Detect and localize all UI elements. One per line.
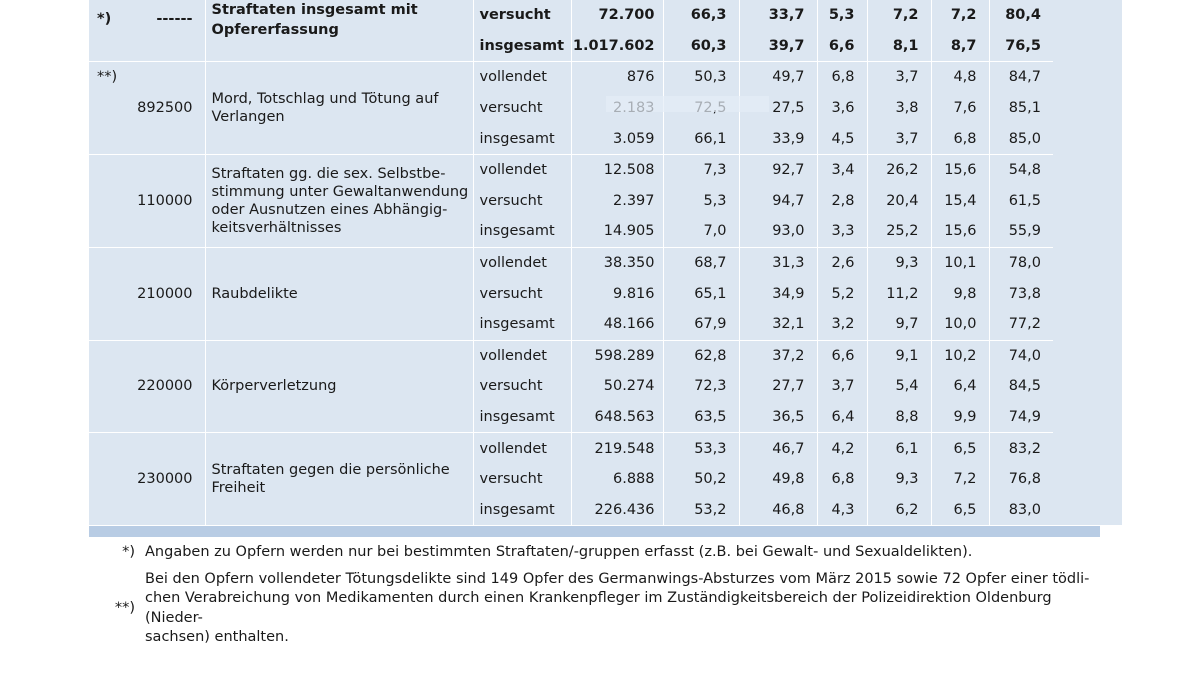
victim-count: 226.436 xyxy=(571,495,663,526)
crime-key: 220000 xyxy=(132,340,205,433)
percent-cell: 73,8 xyxy=(989,278,1053,309)
percent-cell: 61,5 xyxy=(989,186,1053,217)
percent-cell: 93,0 xyxy=(739,216,817,247)
victim-count: 1.017.602 xyxy=(571,31,663,62)
percent-cell: 15,4 xyxy=(931,186,989,217)
victim-count: 38.350 xyxy=(571,247,663,278)
offense-stage: versucht xyxy=(473,371,571,402)
table-row xyxy=(89,340,1122,371)
crime-category: Mord, Totschlag und Tötung auf Verlangen xyxy=(205,62,473,155)
percent-cell: 7,2 xyxy=(931,464,989,495)
offense-stage: vollendet xyxy=(473,62,571,93)
percent-cell: 4,5 xyxy=(817,123,867,154)
percent-cell: 26,2 xyxy=(867,154,931,185)
percent-cell: 76,8 xyxy=(989,464,1053,495)
footnote-marker: **) xyxy=(89,62,132,155)
percent-cell: 80,4 xyxy=(989,0,1053,31)
table-row xyxy=(89,433,1122,464)
percent-cell: 10,2 xyxy=(931,340,989,371)
percent-cell: 10,1 xyxy=(931,247,989,278)
percent-cell: 6,5 xyxy=(931,495,989,526)
percent-cell: 50,3 xyxy=(663,62,739,93)
percent-cell: 66,3 xyxy=(663,0,739,31)
ghost-overlay-fragment xyxy=(606,96,769,112)
percent-cell: 34,9 xyxy=(739,278,817,309)
percent-cell: 67,9 xyxy=(663,309,739,340)
footnote-marker xyxy=(89,247,132,340)
percent-cell: 37,2 xyxy=(739,340,817,371)
percent-cell: 2,6 xyxy=(817,247,867,278)
percent-cell: 15,6 xyxy=(931,154,989,185)
percent-cell: 3,7 xyxy=(867,62,931,93)
statistics-table xyxy=(89,0,1122,525)
percent-cell: 78,0 xyxy=(989,247,1053,278)
offense-stage: insgesamt xyxy=(473,402,571,433)
offense-stage: vollendet xyxy=(473,247,571,278)
percent-cell: 25,2 xyxy=(867,216,931,247)
percent-cell: 10,0 xyxy=(931,309,989,340)
percent-cell: 63,5 xyxy=(663,402,739,433)
footnote-line: Bei den Opfern vollendeter Tötungsdelikte sind 149 Opfer des Germanwings-Absturzes vom März 2015 sowie 72 Opfer einer tödli- xyxy=(145,570,1090,587)
victim-count: 9.816 xyxy=(571,278,663,309)
footnote-marker xyxy=(89,154,132,247)
percent-cell: 53,3 xyxy=(663,433,739,464)
percent-cell: 3,3 xyxy=(817,216,867,247)
percent-cell: 5,3 xyxy=(817,0,867,31)
percent-cell: 6,2 xyxy=(867,495,931,526)
percent-cell: 6,6 xyxy=(817,340,867,371)
percent-cell: 60,3 xyxy=(663,31,739,62)
percent-cell: 39,7 xyxy=(739,31,817,62)
percent-cell: 9,1 xyxy=(867,340,931,371)
victim-count: 2.397 xyxy=(571,186,663,217)
percent-cell: 49,7 xyxy=(739,62,817,93)
offense-stage: vollendet xyxy=(473,433,571,464)
percent-cell: 7,2 xyxy=(867,0,931,31)
percent-cell: 55,9 xyxy=(989,216,1053,247)
crime-category: Straftaten gegen die persönliche Freiheit xyxy=(205,433,473,525)
percent-cell: 8,8 xyxy=(867,402,931,433)
percent-cell: 8,1 xyxy=(867,31,931,62)
offense-stage: versucht xyxy=(473,0,571,31)
table-row xyxy=(89,62,1122,93)
percent-cell: 3,7 xyxy=(867,123,931,154)
percent-cell: 94,7 xyxy=(739,186,817,217)
percent-cell: 36,5 xyxy=(739,402,817,433)
percent-cell: 77,2 xyxy=(989,309,1053,340)
percent-cell: 76,5 xyxy=(989,31,1053,62)
percent-cell: 4,2 xyxy=(817,433,867,464)
percent-cell: 9,3 xyxy=(867,247,931,278)
crime-key: 210000 xyxy=(132,247,205,340)
percent-cell: 85,0 xyxy=(989,123,1053,154)
percent-cell: 3,4 xyxy=(817,154,867,185)
percent-cell: 6,8 xyxy=(931,123,989,154)
offense-stage: insgesamt xyxy=(473,31,571,62)
footnotes xyxy=(89,543,1100,655)
percent-cell: 9,9 xyxy=(931,402,989,433)
crime-category-line: oder Ausnutzen eines Abhängig- xyxy=(211,201,448,218)
victim-count: 876 xyxy=(571,62,663,93)
crime-key: 892500 xyxy=(132,62,205,155)
table-row xyxy=(89,154,1122,185)
victim-count: 48.166 xyxy=(571,309,663,340)
footnote-1 xyxy=(89,543,1100,563)
footnote-mark: *) xyxy=(122,544,135,560)
percent-cell: 5,3 xyxy=(663,186,739,217)
percent-cell: 72,3 xyxy=(663,371,739,402)
victim-count: 72.700 xyxy=(571,0,663,31)
footnote-text: Angaben zu Opfern werden nur bei bestimmten Straftaten/-gruppen erfasst (z.B. bei Gewalt- und Sexualdelikten). xyxy=(145,544,973,560)
percent-cell: 3,6 xyxy=(817,93,867,124)
footnote-mark: **) xyxy=(114,599,135,616)
footnote-marker xyxy=(89,340,132,433)
percent-cell: 5,2 xyxy=(817,278,867,309)
percent-cell: 84,7 xyxy=(989,62,1053,93)
percent-cell: 7,6 xyxy=(931,93,989,124)
percent-cell: 6,5 xyxy=(931,433,989,464)
offense-stage: vollendet xyxy=(473,340,571,371)
percent-cell: 7,3 xyxy=(663,154,739,185)
footnote-line: chen Verabreichung von Medikamenten durch einen Krankenpfleger im Zuständigkeitsbereich der Polizeidirektion Oldenburg (Nieder- xyxy=(145,590,1052,626)
percent-cell: 83,2 xyxy=(989,433,1053,464)
crime-category: Straftaten insgesamt mit Opfererfassung xyxy=(205,0,473,62)
percent-cell: 46,8 xyxy=(739,495,817,526)
offense-stage: versucht xyxy=(473,278,571,309)
crime-key: 110000 xyxy=(132,154,205,247)
victim-count: 14.905 xyxy=(571,216,663,247)
percent-cell: 3,2 xyxy=(817,309,867,340)
percent-cell: 9,3 xyxy=(867,464,931,495)
percent-cell: 6,4 xyxy=(931,371,989,402)
offense-stage: insgesamt xyxy=(473,495,571,526)
percent-cell: 11,2 xyxy=(867,278,931,309)
victim-count: 50.274 xyxy=(571,371,663,402)
percent-cell: 85,1 xyxy=(989,93,1053,124)
crime-category xyxy=(205,154,473,247)
percent-cell: 66,1 xyxy=(663,123,739,154)
percent-cell: 5,4 xyxy=(867,371,931,402)
percent-cell: 2,8 xyxy=(817,186,867,217)
crime-key: ------ xyxy=(156,11,193,27)
offense-stage: insgesamt xyxy=(473,309,571,340)
percent-cell: 9,8 xyxy=(931,278,989,309)
footnote-marker: *) xyxy=(97,11,112,27)
percent-cell: 6,4 xyxy=(817,402,867,433)
crime-category-line: keitsverhältnisses xyxy=(211,219,342,236)
percent-cell: 83,0 xyxy=(989,495,1053,526)
table-bottom-strip xyxy=(89,526,1100,537)
percent-cell: 84,5 xyxy=(989,371,1053,402)
offense-stage: insgesamt xyxy=(473,123,571,154)
percent-cell: 68,7 xyxy=(663,247,739,278)
percent-cell: 4,8 xyxy=(931,62,989,93)
victim-count: 6.888 xyxy=(571,464,663,495)
victim-count: 598.289 xyxy=(571,340,663,371)
offense-stage: versucht xyxy=(473,186,571,217)
percent-cell: 33,7 xyxy=(739,0,817,31)
percent-cell: 46,7 xyxy=(739,433,817,464)
percent-cell: 3,8 xyxy=(867,93,931,124)
percent-cell: 54,8 xyxy=(989,154,1053,185)
percent-cell: 6,8 xyxy=(817,62,867,93)
crime-category-line: stimmung unter Gewaltanwendung xyxy=(211,183,469,200)
percent-cell: 3,7 xyxy=(817,371,867,402)
offense-stage: insgesamt xyxy=(473,216,571,247)
percent-cell: 49,8 xyxy=(739,464,817,495)
percent-cell: 4,3 xyxy=(817,495,867,526)
percent-cell: 53,2 xyxy=(663,495,739,526)
footnote-text xyxy=(145,570,1100,648)
percent-cell: 6,6 xyxy=(817,31,867,62)
table-row xyxy=(89,247,1122,278)
footnote-2 xyxy=(89,570,1100,648)
percent-cell: 31,3 xyxy=(739,247,817,278)
offense-stage: versucht xyxy=(473,93,571,124)
offense-stage: versucht xyxy=(473,464,571,495)
percent-cell: 50,2 xyxy=(663,464,739,495)
offense-stage: vollendet xyxy=(473,154,571,185)
table-row xyxy=(89,0,1122,31)
percent-cell: 62,8 xyxy=(663,340,739,371)
percent-cell: 9,7 xyxy=(867,309,931,340)
victim-count: 219.548 xyxy=(571,433,663,464)
percent-cell: 92,7 xyxy=(739,154,817,185)
percent-cell: 20,4 xyxy=(867,186,931,217)
percent-cell: 27,7 xyxy=(739,371,817,402)
crime-category-line: Straftaten gg. die sex. Selbstbe- xyxy=(211,165,446,182)
percent-cell: 6,8 xyxy=(817,464,867,495)
victim-count: 3.059 xyxy=(571,123,663,154)
crime-category: Raubdelikte xyxy=(205,247,473,340)
victim-count: 648.563 xyxy=(571,402,663,433)
percent-cell: 74,0 xyxy=(989,340,1053,371)
percent-cell: 74,9 xyxy=(989,402,1053,433)
percent-cell: 65,1 xyxy=(663,278,739,309)
percent-cell: 7,0 xyxy=(663,216,739,247)
percent-cell: 32,1 xyxy=(739,309,817,340)
crime-key: 230000 xyxy=(132,433,205,525)
percent-cell: 6,1 xyxy=(867,433,931,464)
crime-category: Körperverletzung xyxy=(205,340,473,433)
percent-cell: 15,6 xyxy=(931,216,989,247)
percent-cell: 7,2 xyxy=(931,0,989,31)
footnote-marker xyxy=(89,433,132,525)
percent-cell: 8,7 xyxy=(931,31,989,62)
table-body xyxy=(89,0,1122,525)
victim-count: 12.508 xyxy=(571,154,663,185)
percent-cell: 33,9 xyxy=(739,123,817,154)
footnote-line: sachsen) enthalten. xyxy=(145,629,289,645)
percent-cell: 27,5 xyxy=(739,93,817,124)
